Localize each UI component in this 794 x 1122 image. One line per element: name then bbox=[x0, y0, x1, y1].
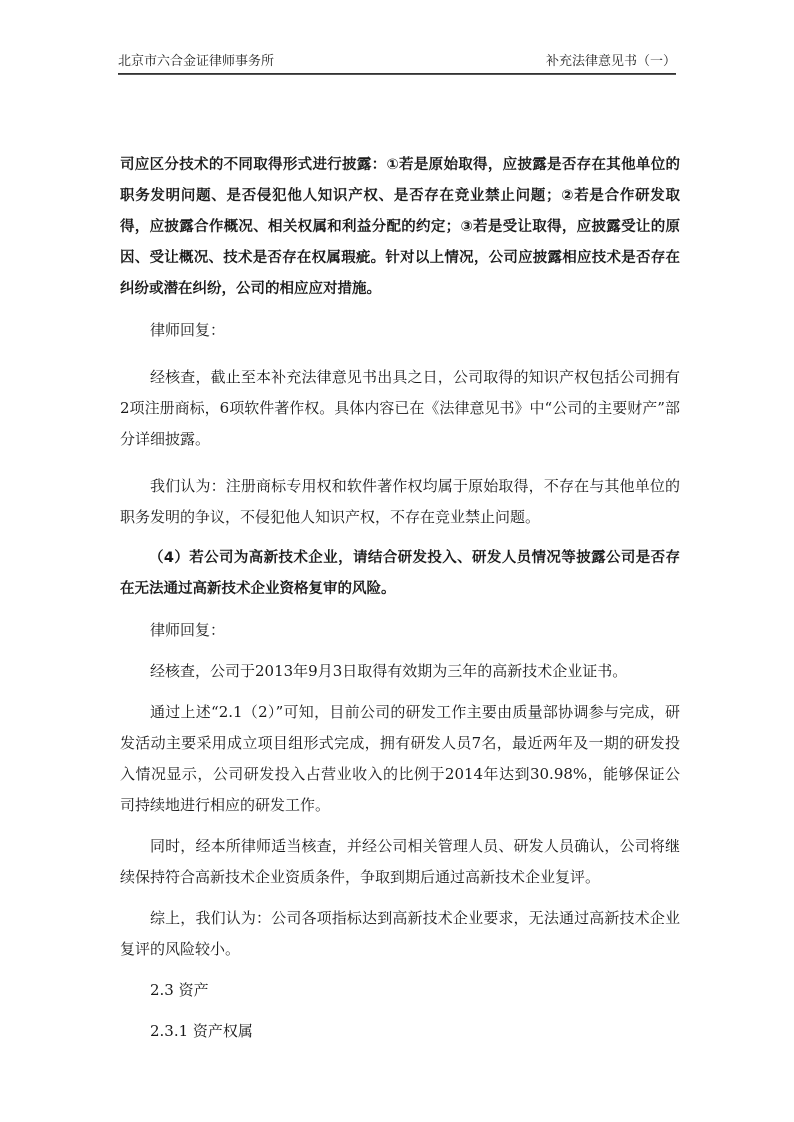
opinion-paragraph-ip: 我们认为：注册商标专用权和软件著作权均属于原始取得，不存在与其他单位的职务发明的争议，不侵犯他人知识产权，不存在竞业禁止问题。 bbox=[120, 477, 680, 526]
question-paragraph-continued: 司应区分技术的不同取得形式进行披露：①若是原始取得，应披露是否存在其他单位的职务发明问题、是否侵犯他人知识产权、是否存在竞业禁止问题；②若是合作研发取得，应披露合作概况、相关权属和利益分配的约定；③若是受让取得，应披露受让的原因、受让概况、技术是否存在权属瑕疵。针对以上情况，公司应披露相应技术是否存在纠纷或潜在纠纷，公司的相应应对措施。 bbox=[120, 157, 680, 297]
reply-paragraph-confirmation: 同时，经本所律师适当核查，并经公司相关管理人员、研发人员确认，公司将继续保持符合高新技术企业资质条件，争取到期后通过高新技术企业复评。 bbox=[120, 837, 680, 886]
header-rule bbox=[118, 74, 676, 75]
document-body bbox=[120, 150, 680, 1047]
reply-paragraph-certificate: 经核查，公司于2013年9月3日取得有效期为三年的高新技术企业证书。 bbox=[150, 662, 628, 680]
section-heading-assets: 2.3 资产 bbox=[150, 981, 209, 999]
question-paragraph-hitech: （4）若公司为高新技术企业，请结合研发投入、研发人员情况等披露公司是否存在无法通过高新技术企业资格复审的风险。 bbox=[120, 550, 680, 597]
conclusion-paragraph: 综上，我们认为：公司各项指标达到高新技术企业要求，无法通过高新技术企业复评的风险较小。 bbox=[120, 909, 680, 958]
header-firm-name: 北京市六合金证律师事务所 bbox=[118, 54, 275, 69]
lawyer-reply-label: 律师回复： bbox=[150, 621, 226, 639]
lawyer-reply-label: 律师回复： bbox=[150, 321, 226, 339]
reply-paragraph-rd: 通过上述“2.1（2）”可知，目前公司的研发工作主要由质量部协调参与完成，研发活动主要采用成立项目组形式完成，拥有研发人员7名，最近两年及一期的研发投入情况显示，公司研发投入占营业收入的比例于2014年达到30.98%，能够保证公司持续地进行相应的研发工作。 bbox=[120, 703, 680, 814]
page-header bbox=[118, 50, 676, 74]
section-heading-asset-ownership: 2.3.1 资产权属 bbox=[150, 1022, 253, 1040]
reply-paragraph-ip: 经核查，截止至本补充法律意见书出具之日，公司取得的知识产权包括公司拥有2项注册商标，6项软件著作权。具体内容已在《法律意见书》中“公司的主要财产”部分详细披露。 bbox=[120, 368, 680, 448]
header-document-title: 补充法律意见书（一） bbox=[545, 54, 676, 69]
